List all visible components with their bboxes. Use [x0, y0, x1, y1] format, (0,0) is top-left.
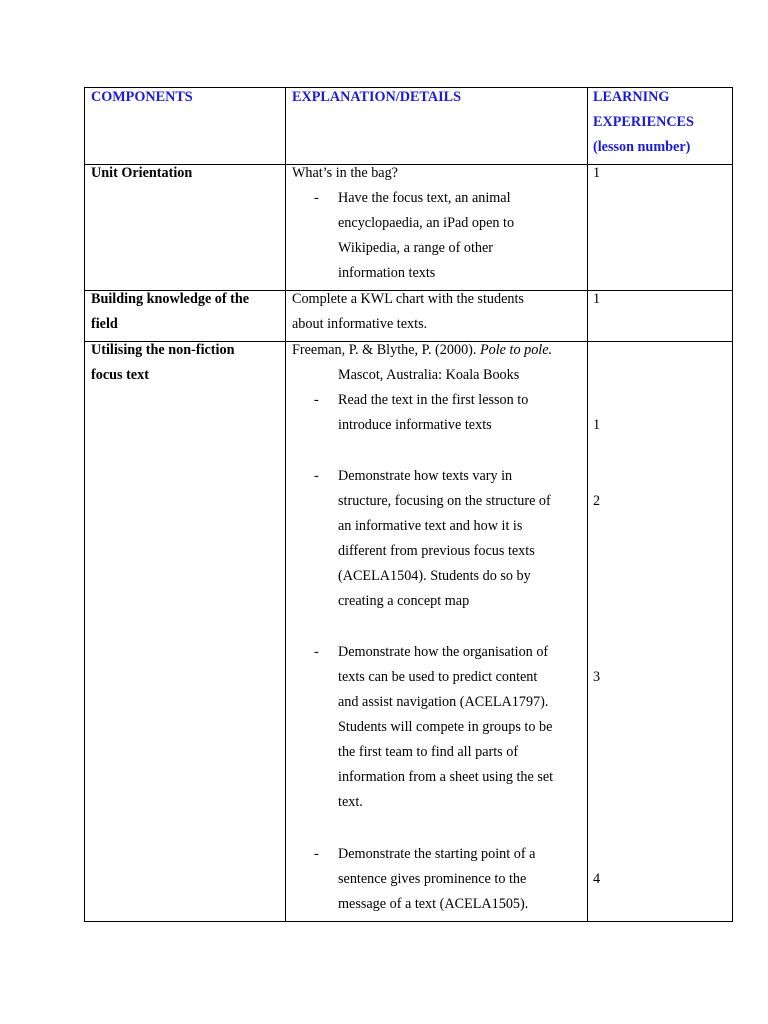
bullet-text: texts can be used to predict content — [338, 669, 538, 685]
lesson-number: 4 — [593, 871, 601, 887]
component-building-knowledge-line-2: field — [91, 316, 118, 332]
citation-authors: Freeman, P. & Blythe, P. (2000). — [292, 342, 480, 358]
bullet-text: Have the focus text, an animal — [338, 190, 511, 206]
column-divider-1 — [285, 88, 286, 921]
component-utilising-focus-text-line-2: focus text — [91, 367, 149, 383]
bullet-text: Wikipedia, a range of other — [338, 240, 494, 256]
bullet-text: encyclopaedia, an iPad open to — [338, 215, 515, 231]
bullet-text: an informative text and how it is — [338, 518, 523, 534]
header-components: COMPONENTS — [91, 89, 193, 105]
bullet-text: Demonstrate the starting point of a — [338, 846, 536, 862]
component-unit-orientation: Unit Orientation — [91, 165, 193, 181]
header-explanation-details: EXPLANATION/DETAILS — [292, 89, 461, 105]
bullet-text: message of a text (ACELA1505). — [338, 896, 529, 912]
header-learning-line-3: (lesson number) — [593, 139, 691, 155]
bullet-dash: - — [314, 644, 319, 660]
lesson-number: 1 — [593, 417, 601, 433]
bullet-text: information from a sheet using the set — [338, 769, 554, 785]
details-text: What’s in the bag? — [292, 165, 398, 181]
citation-title: Pole to pole. — [479, 342, 553, 358]
bullet-text: (ACELA1504). Students do so by — [338, 568, 531, 584]
citation — [292, 338, 552, 363]
bullet-text: Students will compete in groups to be — [338, 719, 553, 735]
bullet-text: information texts — [338, 265, 436, 281]
unit-plan-table — [84, 87, 733, 922]
bullet-text: Demonstrate how texts vary in — [338, 468, 513, 484]
bullet-text: Read the text in the first lesson to — [338, 392, 529, 408]
lesson-number: 3 — [593, 669, 601, 685]
lesson-number: 2 — [593, 493, 601, 509]
bullet-dash: - — [314, 846, 319, 862]
bullet-text: Demonstrate how the organisation of — [338, 644, 549, 660]
bullet-text: and assist navigation (ACELA1797). — [338, 694, 549, 710]
component-utilising-focus-text: Utilising the non-fiction — [91, 342, 235, 358]
bullet-text: creating a concept map — [338, 593, 470, 609]
bullet-dash: - — [314, 190, 319, 206]
bullet-text: introduce informative texts — [338, 417, 492, 433]
header-learning-line-2: EXPERIENCES — [593, 114, 694, 130]
lesson-number: 1 — [593, 165, 601, 181]
citation-publisher: Mascot, Australia: Koala Books — [338, 367, 520, 383]
component-building-knowledge: Building knowledge of the — [91, 291, 250, 307]
header-learning-line-1: LEARNING — [593, 89, 670, 105]
details-text: Complete a KWL chart with the students — [292, 291, 524, 307]
bullet-text: the first team to find all parts of — [338, 744, 519, 760]
bullet-text: structure, focusing on the structure of — [338, 493, 551, 509]
details-text: about informative texts. — [292, 316, 428, 332]
column-divider-2 — [587, 88, 588, 921]
bullet-text: different from previous focus texts — [338, 543, 535, 559]
bullet-dash: - — [314, 392, 319, 408]
bullet-text: text. — [338, 794, 363, 810]
bullet-text: sentence gives prominence to the — [338, 871, 527, 887]
bullet-dash: - — [314, 468, 319, 484]
lesson-number: 1 — [593, 291, 601, 307]
